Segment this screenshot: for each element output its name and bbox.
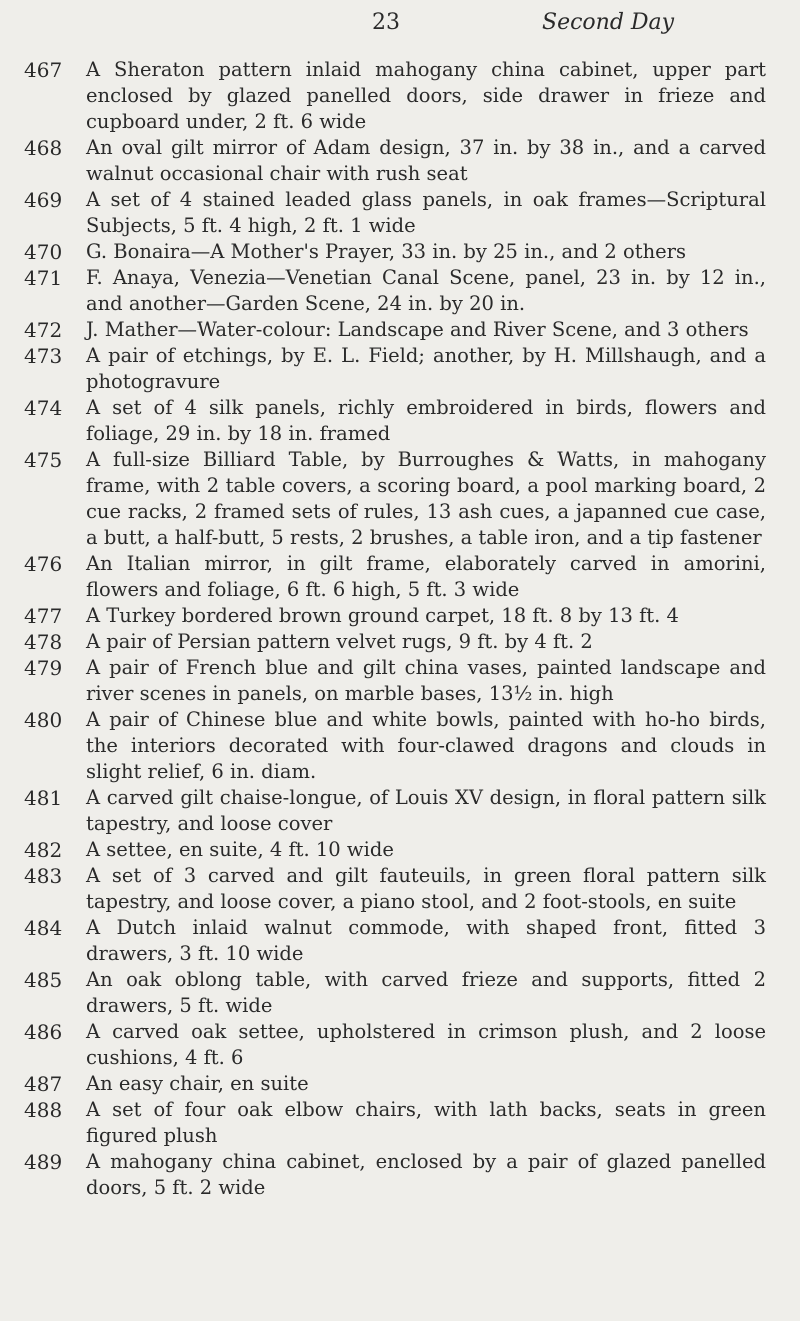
lot-entry [0, 629, 800, 655]
lot-description: A settee, en suite, 4 ft. 10 wide [86, 838, 394, 861]
page-number: 23 [372, 10, 400, 35]
lot-entry [0, 135, 800, 187]
lot-number: 478 [24, 630, 63, 654]
lot-number: 488 [24, 1098, 63, 1122]
lot-number: 477 [24, 604, 63, 628]
lot-description: F. Anaya, Venezia—Venetian Canal Scene, panel, 23 in. by 12 in., and another—Garden Scene, 24 in. by 20 in. [86, 266, 766, 315]
lot-number: 485 [24, 968, 63, 992]
lot-description: A pair of Persian pattern velvet rugs, 9 ft. by 4 ft. 2 [86, 630, 593, 653]
lot-description: A pair of Chinese blue and white bowls, painted with ho-ho birds, the interiors decorated with four-clawed dragons and clouds in slight relief, 6 in. diam. [86, 708, 766, 783]
lot-description: An oak oblong table, with carved frieze and supports, fitted 2 drawers, 5 ft. wide [86, 968, 766, 1017]
lot-entry [0, 343, 800, 395]
lot-number: 468 [24, 136, 63, 160]
lot-number: 476 [24, 552, 63, 576]
lot-number: 467 [24, 58, 63, 82]
lot-description: J. Mather—Water-colour: Landscape and River Scene, and 3 others [86, 318, 749, 341]
lot-description: A set of 3 carved and gilt fauteuils, in green floral pattern silk tapestry, and loose cover, a piano stool, and 2 foot-stools, en suite [86, 864, 766, 913]
lot-description: A Sheraton pattern inlaid mahogany china cabinet, upper part enclosed by glazed panelled doors, side drawer in frieze and cupboard under, 2 ft. 6 wide [86, 58, 766, 133]
lot-number: 480 [24, 708, 63, 732]
lot-description: A carved gilt chaise-longue, of Louis XV design, in floral pattern silk tapestry, and loose cover [86, 786, 766, 835]
lot-description: A Dutch inlaid walnut commode, with shaped front, fitted 3 drawers, 3 ft. 10 wide [86, 916, 766, 965]
lot-entry [0, 239, 800, 265]
lot-description: An oval gilt mirror of Adam design, 37 in. by 38 in., and a carved walnut occasional chair with rush seat [86, 136, 766, 185]
lot-entry [0, 187, 800, 239]
lot-description: An easy chair, en suite [86, 1072, 309, 1095]
lot-number: 474 [24, 396, 63, 420]
lot-number: 487 [24, 1072, 63, 1096]
lot-description: A pair of etchings, by E. L. Field; another, by H. Millshaugh, and a photogravure [86, 344, 766, 393]
lot-entry [0, 447, 800, 551]
lot-number: 483 [24, 864, 63, 888]
lot-description: A set of 4 silk panels, richly embroidered in birds, flowers and foliage, 29 in. by 18 in. framed [86, 396, 766, 445]
lot-number: 481 [24, 786, 63, 810]
lot-description: A mahogany china cabinet, enclosed by a pair of glazed panelled doors, 5 ft. 2 wide [86, 1150, 766, 1199]
lot-entry [0, 655, 800, 707]
lot-description: A full-size Billiard Table, by Burroughes & Watts, in mahogany frame, with 2 table covers, a scoring board, a pool marking board, 2 cue racks, 2 framed sets of rules, 13 ash cues, a japanned cue case, a butt, a half-butt, 5 rests, 2 brushes, a table iron, and a tip fastener [86, 448, 766, 549]
lot-entry [0, 915, 800, 967]
lot-entry [0, 603, 800, 629]
lot-number: 489 [24, 1150, 63, 1174]
lot-entry [0, 1149, 800, 1201]
running-title: Second Day [542, 10, 675, 35]
lot-description: G. Bonaira—A Mother's Prayer, 33 in. by 25 in., and 2 others [86, 240, 687, 263]
lot-description: A set of 4 stained leaded glass panels, in oak frames—Scriptural Subjects, 5 ft. 4 high, 2 ft. 1 wide [86, 188, 766, 237]
lot-entry [0, 967, 800, 1019]
lot-number: 475 [24, 448, 63, 472]
lot-entry [0, 1097, 800, 1149]
lot-list [0, 57, 800, 1201]
lot-number: 479 [24, 656, 63, 680]
lot-number: 469 [24, 188, 63, 212]
lot-entry [0, 837, 800, 863]
lot-description: A Turkey bordered brown ground carpet, 18 ft. 8 by 13 ft. 4 [86, 604, 679, 627]
lot-number: 486 [24, 1020, 63, 1044]
lot-entry [0, 1019, 800, 1071]
lot-description: A carved oak settee, upholstered in crimson plush, and 2 loose cushions, 4 ft. 6 [86, 1020, 766, 1069]
lot-entry [0, 785, 800, 837]
lot-number: 473 [24, 344, 63, 368]
lot-entry [0, 551, 800, 603]
lot-description: A pair of French blue and gilt china vases, painted landscape and river scenes in panels, on marble bases, 13½ in. high [86, 656, 766, 705]
lot-entry [0, 265, 800, 317]
lot-entry [0, 317, 800, 343]
lot-entry [0, 1071, 800, 1097]
lot-entry [0, 863, 800, 915]
lot-number: 484 [24, 916, 63, 940]
lot-number: 472 [24, 318, 63, 342]
page-header [0, 0, 800, 50]
lot-number: 471 [24, 266, 63, 290]
lot-description: An Italian mirror, in gilt frame, elaborately carved in amorini, flowers and foliage, 6 ft. 6 high, 5 ft. 3 wide [86, 552, 766, 601]
lot-entry [0, 395, 800, 447]
lot-entry [0, 57, 800, 135]
lot-number: 470 [24, 240, 63, 264]
lot-description: A set of four oak elbow chairs, with lath backs, seats in green figured plush [86, 1098, 766, 1147]
lot-entry [0, 707, 800, 785]
lot-number: 482 [24, 838, 63, 862]
